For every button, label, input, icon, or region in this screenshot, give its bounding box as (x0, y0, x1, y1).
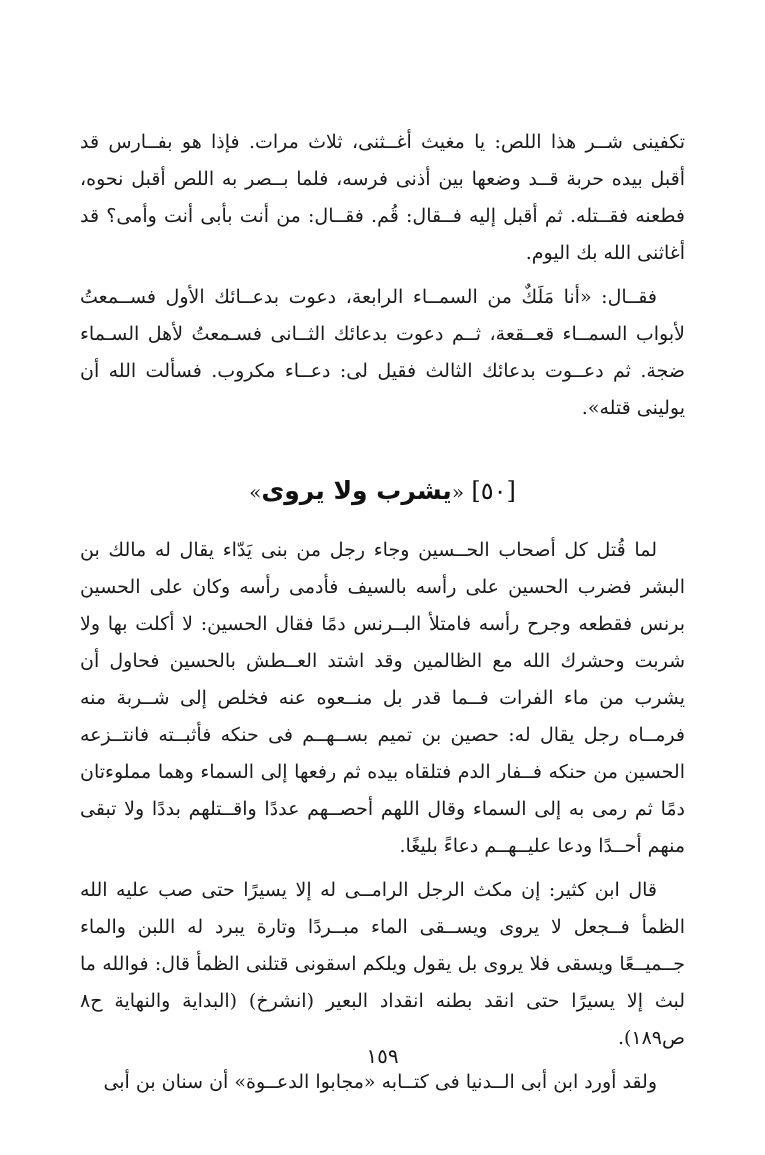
paragraph-4: قال ابن كثير: إن مكث الرجل الرامــى له إلا يسيرًا حتى صب عليه الله الظمأ فــجعل لا يروى ويســقى الماء مبــردًا وتارة يبرد له اللبن والماء جــميــعًا ويسقى فلا يروى بل يقول ويلكم اسقونى قتلنى الظمأ قال: فوالله ما لبث إلا يسيرًا حتى انقد بطنه انقداد البعير (انشرخ) (البداية والنهاية ح٨ ص١٨٩). (80, 879, 685, 1049)
paragraph-3: لما قُتل كل أصحاب الحــسين وجاء رجل من بنى يَدّاء يقال له مالك بن البشر فضرب الحسين على رأسه بالسيف فأدمى رأسه وكان على الحسين برنس فقطعه وجرح رأسه فامتلأ البــرنس دمًا فقال الحسين: لا أكلت بها ولا شربت وحشرك الله مع الظالمين وقد اشتد العــطش بالحسين فحاول أن يشرب من ماء الفرات فــما قدر بل منــعوه عنه فخلص إلى شــربة منه فرمــاه رجل يقال له: حصين بن تميم بســهــم فى حنكه فأثبــته فانتــزعه الحسين من حنكه فــفار الدم فتلقاه بيده ثم رفعها إلى السماء وهما مملوءتان دمًا ثم رمى به إلى السماء وقال اللهم أحصــهم عددًا واقــتلهم بددًا ولا تبقى منهم أحــدًا ودعا عليــهــم دعاءً بليغًا. (80, 539, 685, 857)
paragraph-2: فقــال: «أنا مَلَكٌ من السمــاء الرابعة، دعوت بدعــائك الأول فســمعتُ لأبواب السمــاء قعــقعة، ثــم دعوت بدعائك الثــانى فسـمعتُ لأهل السـماء ضجة. ثم دعــوت بدعائك الثالث فقيل لى: دعــاء مكروب. فسألت الله أن يولينى قتله». (80, 286, 685, 419)
paragraph-1: تكفينى شــر هذا اللص: يا مغيث أغــثنى، ثلاث مرات. فإذا هو بفــارس قد أقبل بيده حربة قــد وضعها بين أذنى فرسه، فلما بــصر به اللص أقبل نحوه، فطعنه فقــتله. ثم أقبل إليه فــقال: قُم. فقــال: من أنت بأبى أنت وأمى؟ قد أغاثنى الله بك اليوم. (80, 131, 685, 264)
page-number: ١٥٩ (366, 1044, 399, 1068)
section-heading (80, 471, 685, 512)
section-title: يشرب ولا يروى (261, 476, 452, 505)
section-quote-close: » (249, 480, 262, 504)
paragraph-5: ولقد أورد ابن أبى الــدنيا فى كتــابه «مجابوا الدعــوة» أن سنان بن أبى (103, 1071, 657, 1093)
section-number: [٥٠] (471, 477, 516, 505)
section-quote-open: « (451, 480, 465, 504)
page-content (80, 124, 685, 1101)
